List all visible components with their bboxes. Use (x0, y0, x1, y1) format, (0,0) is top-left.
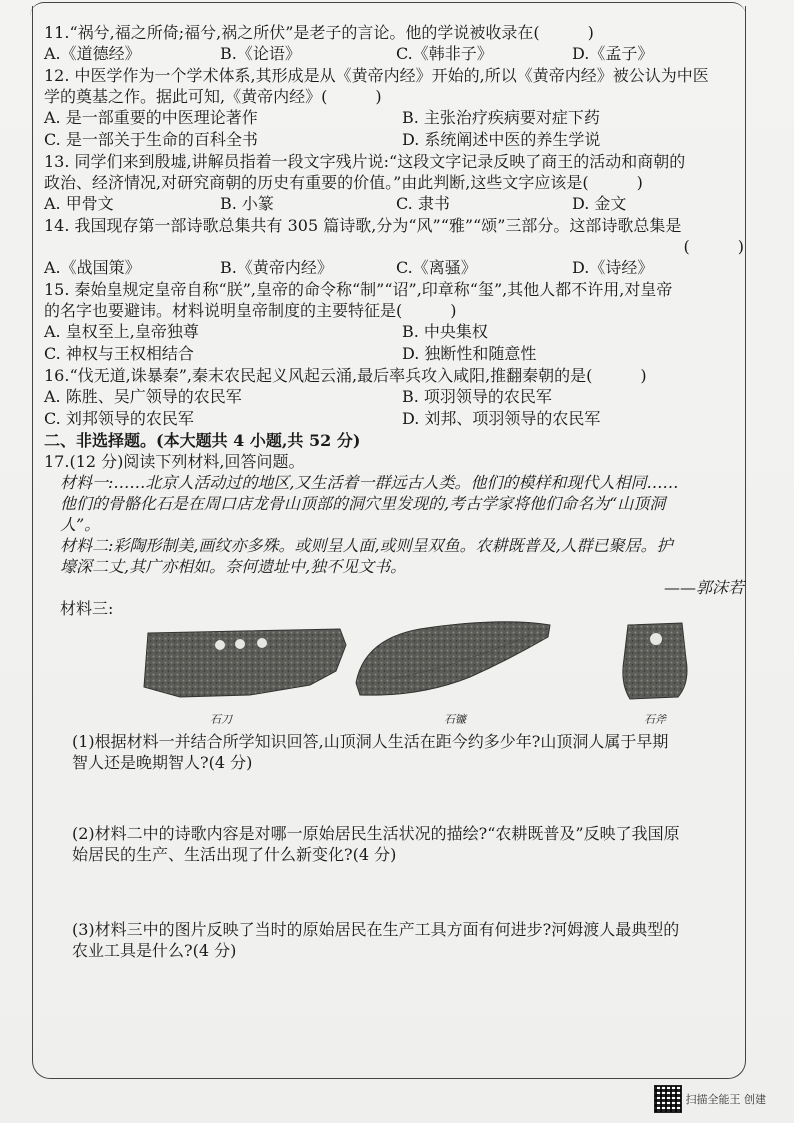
question-options (44, 43, 760, 65)
scanner-watermark (654, 1085, 767, 1113)
stone-axe-image (616, 619, 696, 701)
option-b[interactable]: B.《黄帝内经》 (220, 258, 333, 277)
material-2: 材料二:彩陶形制美,画纹亦多殊。或则呈人面,或则呈双鱼。农耕既普及,人群已聚居。护 (60, 536, 673, 555)
stone-sickle-caption: 石镰 (444, 713, 466, 726)
question-options (44, 321, 760, 343)
option-a[interactable]: A.《道德经》 (44, 44, 141, 63)
answer-blank: ( ) (683, 237, 744, 256)
question-options (44, 257, 760, 279)
material-2-author: ——郭沫若 (663, 578, 744, 597)
question-stem: 12. 中医学作为一个学术体系,其形成是从《黄帝内经》开始的,所以《黄帝内经》被公认为中医 (44, 66, 709, 85)
option-c[interactable]: C. 神权与王权相结合 (44, 344, 194, 363)
option-d[interactable]: D. 刘邦、项羽领导的农民军 (402, 409, 601, 428)
option-b[interactable]: B. 主张治疗疾病要对症下药 (402, 108, 600, 127)
material-3-images (44, 619, 760, 731)
question-stem: 13. 同学们来到殷墟,讲解员指着一段文字残片说:“这段文字记录反映了商王的活动和商朝的 (44, 152, 686, 171)
section-heading: 二、非选择题。(本大题共 4 小题,共 52 分) (44, 431, 361, 450)
question-12 (44, 65, 760, 151)
question-options (44, 386, 760, 408)
question-options (44, 193, 760, 215)
question-options (44, 343, 760, 365)
sub-question-3: (3)材料三中的图片反映了当时的原始居民在生产工具方面有何进步?河姆渡人最典型的 (72, 920, 680, 939)
question-options (44, 408, 760, 430)
option-b[interactable]: B. 项羽领导的农民军 (402, 387, 552, 406)
stone-sickle-image (350, 619, 560, 699)
option-c[interactable]: C.《离骚》 (396, 258, 477, 277)
option-d[interactable]: D. 金文 (572, 194, 627, 213)
sub-question-1: (1)根据材料一并结合所学知识回答,山顶洞人生活在距今约多少年?山顶洞人属于早期 (72, 732, 669, 751)
question-stem: 学的奠基之作。据此可知,《黄帝内经》( ) (44, 87, 382, 106)
option-a[interactable]: A. 陈胜、吴广领导的农民军 (44, 387, 242, 406)
option-d[interactable]: D.《孟子》 (572, 44, 654, 63)
option-c[interactable]: C. 隶书 (396, 194, 450, 213)
stone-knife-image (140, 625, 350, 701)
material-2: 壕深二丈,其广亦相如。奈何遗址中,独不见文书。 (60, 557, 407, 576)
option-d[interactable]: D. 独断性和随意性 (402, 344, 537, 363)
question-intro: 17.(12 分)阅读下列材料,回答问题。 (44, 452, 305, 471)
question-stem: 15. 秦始皇规定皇帝自称“朕”,皇帝的命令称“制”“诏”,印章称“玺”,其他人都不许用,对皇帝 (44, 280, 673, 299)
question-11 (44, 22, 760, 65)
option-d[interactable]: D. 系统阐述中医的养生学说 (402, 130, 601, 149)
option-d[interactable]: D.《诗经》 (572, 258, 654, 277)
sub-question-2: 始居民的生产、生活出现了什么新变化?(4 分) (72, 845, 397, 864)
option-a[interactable]: A. 甲骨文 (44, 194, 114, 213)
option-c[interactable]: C. 刘邦领导的农民军 (44, 409, 194, 428)
question-stem: 16.“伐无道,诛暴秦”,秦末农民起义风起云涌,最后率兵攻入咸阳,推翻秦朝的是( ) (44, 366, 647, 385)
material-1: 材料一:……北京人活动过的地区,又生活着一群远古人类。他们的模样和现代人相同…… (60, 473, 679, 492)
sub-question-1: 智人还是晚期智人?(4 分) (72, 753, 253, 772)
option-a[interactable]: A.《战国策》 (44, 258, 141, 277)
material-3-label: 材料三: (60, 599, 114, 618)
option-c[interactable]: C. 是一部关于生命的百科全书 (44, 130, 258, 149)
answer-space-2[interactable] (44, 865, 760, 919)
question-15 (44, 279, 760, 365)
answer-space-1[interactable] (44, 773, 760, 823)
stone-knife-caption: 石刀 (210, 713, 232, 726)
question-13 (44, 151, 760, 215)
exam-content (44, 22, 760, 961)
question-stem: 政治、经济情况,对研究商朝的历史有重要的价值。”由此判断,这些文字应该是( ) (44, 173, 643, 192)
question-options (44, 107, 760, 129)
option-b[interactable]: B.《论语》 (220, 44, 301, 63)
option-a[interactable]: A. 是一部重要的中医理论著作 (44, 108, 258, 127)
material-1: 他们的骨骼化石是在周口店龙骨山顶部的洞穴里发现的,考古学家将他们命名为“山顶洞 (60, 494, 666, 513)
question-16 (44, 365, 760, 430)
question-stem: 11.“祸兮,福之所倚;福兮,祸之所伏”是老子的言论。他的学说被收录在( ) (44, 23, 594, 42)
option-b[interactable]: B. 小篆 (220, 194, 274, 213)
sub-question-3: 农业工具是什么?(4 分) (72, 941, 237, 960)
question-14 (44, 215, 760, 279)
sub-question-2: (2)材料二中的诗歌内容是对哪一原始居民生活状况的描绘?“农耕既普及”反映了我国原 (72, 824, 680, 843)
qr-code-icon (654, 1085, 682, 1113)
material-1: 人”。 (60, 515, 101, 534)
question-stem: 14. 我国现存第一部诗歌总集共有 305 篇诗歌,分为“风”“雅”“颂”三部分。这部诗歌总集是 (44, 216, 682, 235)
option-b[interactable]: B. 中央集权 (402, 322, 488, 341)
question-stem: 的名字也要避讳。材料说明皇帝制度的主要特征是( ) (44, 301, 457, 320)
stone-axe-caption: 石斧 (644, 713, 666, 726)
question-options (44, 129, 760, 151)
question-17 (44, 451, 760, 961)
scanner-watermark-text: 扫描全能王 创建 (685, 1093, 766, 1106)
option-c[interactable]: C.《韩非子》 (396, 44, 493, 63)
option-a[interactable]: A. 皇权至上,皇帝独尊 (44, 322, 199, 341)
